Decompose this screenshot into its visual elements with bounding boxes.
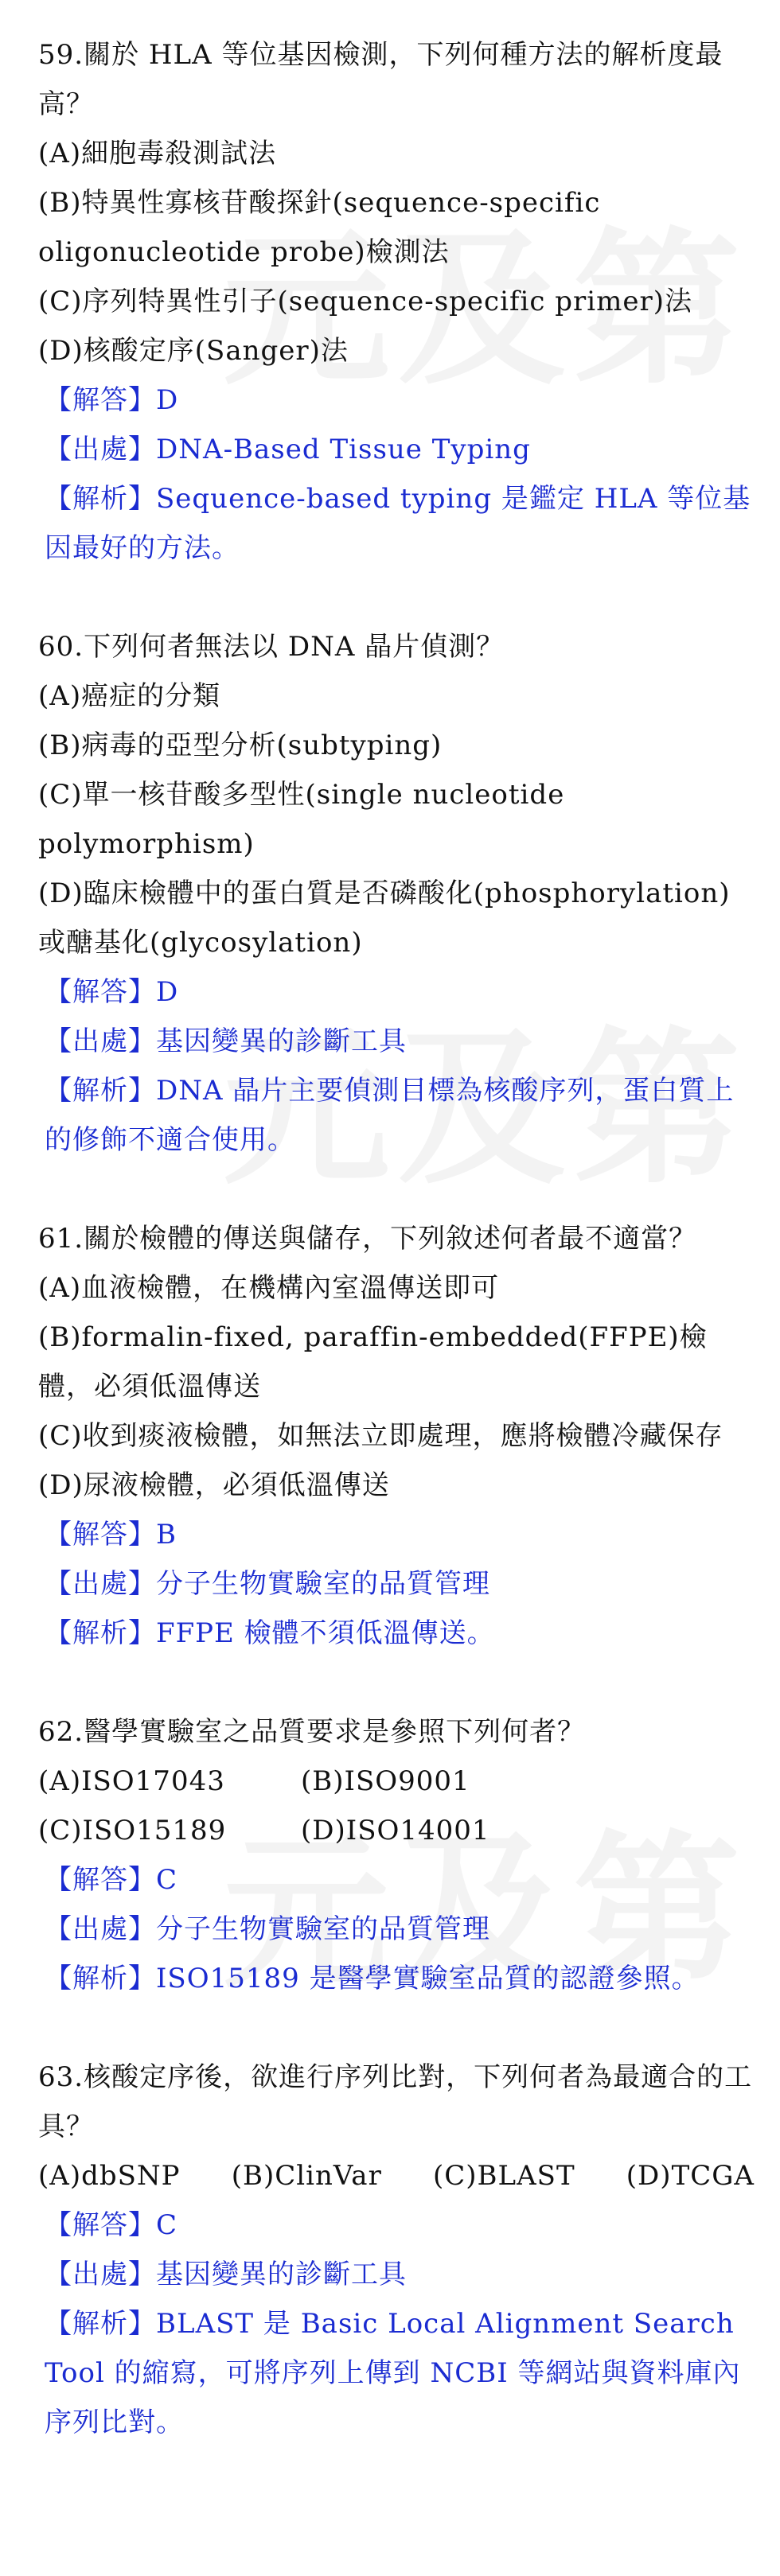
explanation-line bbox=[38, 474, 755, 573]
source-line bbox=[38, 1559, 755, 1609]
question-62 bbox=[38, 1707, 755, 2003]
question-stem: 59.關於 HLA 等位基因檢測，下列何種方法的解析度最高？ bbox=[38, 39, 723, 120]
option-a: (A)ISO17043 bbox=[38, 1765, 225, 1797]
answer-line bbox=[38, 376, 755, 425]
explanation-label: 【解析】 bbox=[45, 2308, 156, 2340]
option-b: (B)病毒的亞型分析(subtyping) bbox=[38, 730, 443, 761]
option-d: (D)ISO14001 bbox=[301, 1815, 490, 1846]
source-value: 分子生物實驗室的品質管理 bbox=[156, 1913, 490, 1945]
option-b: (B)ClinVar bbox=[231, 2160, 382, 2192]
answer-label: 【解答】 bbox=[45, 1864, 156, 1896]
source-value: 基因變異的診斷工具 bbox=[156, 2259, 407, 2290]
explanation-label: 【解析】 bbox=[45, 1617, 156, 1649]
answer-value: C bbox=[156, 2209, 178, 2241]
option-d: (D)臨床檢體中的蛋白質是否磷酸化(phosphorylation)或醣基化(glycosylation) bbox=[38, 877, 731, 959]
explanation-value: DNA 晶片主要偵測目標為核酸序列，蛋白質上的修飾不適合使用。 bbox=[45, 1075, 735, 1156]
answer-line bbox=[38, 2200, 755, 2250]
option-d: (D)核酸定序(Sanger)法 bbox=[38, 335, 349, 367]
option-c: (C)收到痰液檢體，如無法立即處理，應將檢體冷藏保存 bbox=[38, 1420, 723, 1452]
option-c: (C)BLAST bbox=[432, 2160, 575, 2192]
answer-value: C bbox=[156, 1864, 178, 1896]
option-c: (C)序列特異性引子(sequence-specific primer)法 bbox=[38, 286, 693, 317]
explanation-value: ISO15189 是醫學實驗室品質的認證參照。 bbox=[156, 1963, 700, 1994]
explanation-line bbox=[38, 1066, 755, 1165]
explanation-value: FFPE 檢體不須低溫傳送。 bbox=[156, 1617, 495, 1649]
source-line bbox=[38, 2250, 755, 2299]
source-line bbox=[38, 1017, 755, 1066]
option-b: (B)特異性寡核苷酸探針(sequence-specific oligonucleotide probe)檢測法 bbox=[38, 187, 601, 268]
question-60 bbox=[38, 622, 755, 1165]
option-a: (A)細胞毒殺測試法 bbox=[38, 138, 277, 169]
option-b: (B)ISO9001 bbox=[301, 1765, 470, 1797]
answer-line bbox=[38, 967, 755, 1017]
question-list bbox=[38, 30, 755, 2496]
question-61 bbox=[38, 1214, 755, 1658]
source-label: 【出處】 bbox=[45, 1025, 156, 1057]
option-a: (A)dbSNP bbox=[38, 2160, 181, 2192]
options-row bbox=[38, 1806, 755, 1855]
explanation-label: 【解析】 bbox=[45, 1963, 156, 1994]
option-a: (A)癌症的分類 bbox=[38, 680, 221, 712]
option-d: (D)TCGA bbox=[626, 2160, 755, 2192]
option-c: (C)ISO15189 bbox=[38, 1815, 227, 1846]
explanation-label: 【解析】 bbox=[45, 1075, 156, 1107]
explanation-line bbox=[38, 2299, 755, 2447]
explanation-label: 【解析】 bbox=[45, 483, 156, 515]
option-a: (A)血液檢體，在機構內室溫傳送即可 bbox=[38, 1272, 500, 1304]
answer-label: 【解答】 bbox=[45, 384, 156, 416]
option-c: (C)單一核苷酸多型性(single nucleotide polymorphism) bbox=[38, 779, 565, 860]
options-row bbox=[38, 2151, 755, 2200]
source-value: 分子生物實驗室的品質管理 bbox=[156, 1568, 490, 1600]
source-line bbox=[38, 425, 755, 474]
question-63 bbox=[38, 2053, 755, 2447]
answer-label: 【解答】 bbox=[45, 2209, 156, 2241]
source-value: DNA-Based Tissue Typing bbox=[156, 434, 531, 465]
question-59 bbox=[38, 30, 755, 573]
explanation-value: BLAST 是 Basic Local Alignment Search Tool 的縮寫，可將序列上傳到 NCBI 等網站與資料庫內序列比對。 bbox=[45, 2308, 741, 2438]
answer-value: D bbox=[156, 976, 179, 1008]
source-label: 【出處】 bbox=[45, 434, 156, 465]
explanation-value: Sequence-based typing 是鑑定 HLA 等位基因最好的方法。 bbox=[45, 483, 751, 564]
explanation-line bbox=[38, 1609, 755, 1658]
answer-line bbox=[38, 1510, 755, 1559]
source-line bbox=[38, 1905, 755, 1954]
explanation-line bbox=[38, 1954, 755, 2003]
answer-label: 【解答】 bbox=[45, 976, 156, 1008]
option-b: (B)formalin-fixed, paraffin-embedded(FFPE)檢體，必須低溫傳送 bbox=[38, 1321, 708, 1403]
source-label: 【出處】 bbox=[45, 1568, 156, 1600]
question-stem: 62.醫學實驗室之品質要求是參照下列何者？ bbox=[38, 1716, 586, 1748]
source-label: 【出處】 bbox=[45, 2259, 156, 2290]
question-stem: 63.核酸定序後，欲進行序列比對，下列何者為最適合的工具？ bbox=[38, 2061, 753, 2142]
options-row bbox=[38, 1757, 755, 1806]
option-d: (D)尿液檢體，必須低溫傳送 bbox=[38, 1469, 390, 1501]
source-label: 【出處】 bbox=[45, 1913, 156, 1945]
answer-value: D bbox=[156, 384, 179, 416]
source-value: 基因變異的診斷工具 bbox=[156, 1025, 407, 1057]
answer-line bbox=[38, 1855, 755, 1905]
question-stem: 61.關於檢體的傳送與儲存，下列敘述何者最不適當？ bbox=[38, 1223, 697, 1255]
answer-label: 【解答】 bbox=[45, 1519, 156, 1551]
question-stem: 60.下列何者無法以 DNA 晶片偵測？ bbox=[38, 631, 505, 663]
answer-value: B bbox=[156, 1519, 177, 1551]
